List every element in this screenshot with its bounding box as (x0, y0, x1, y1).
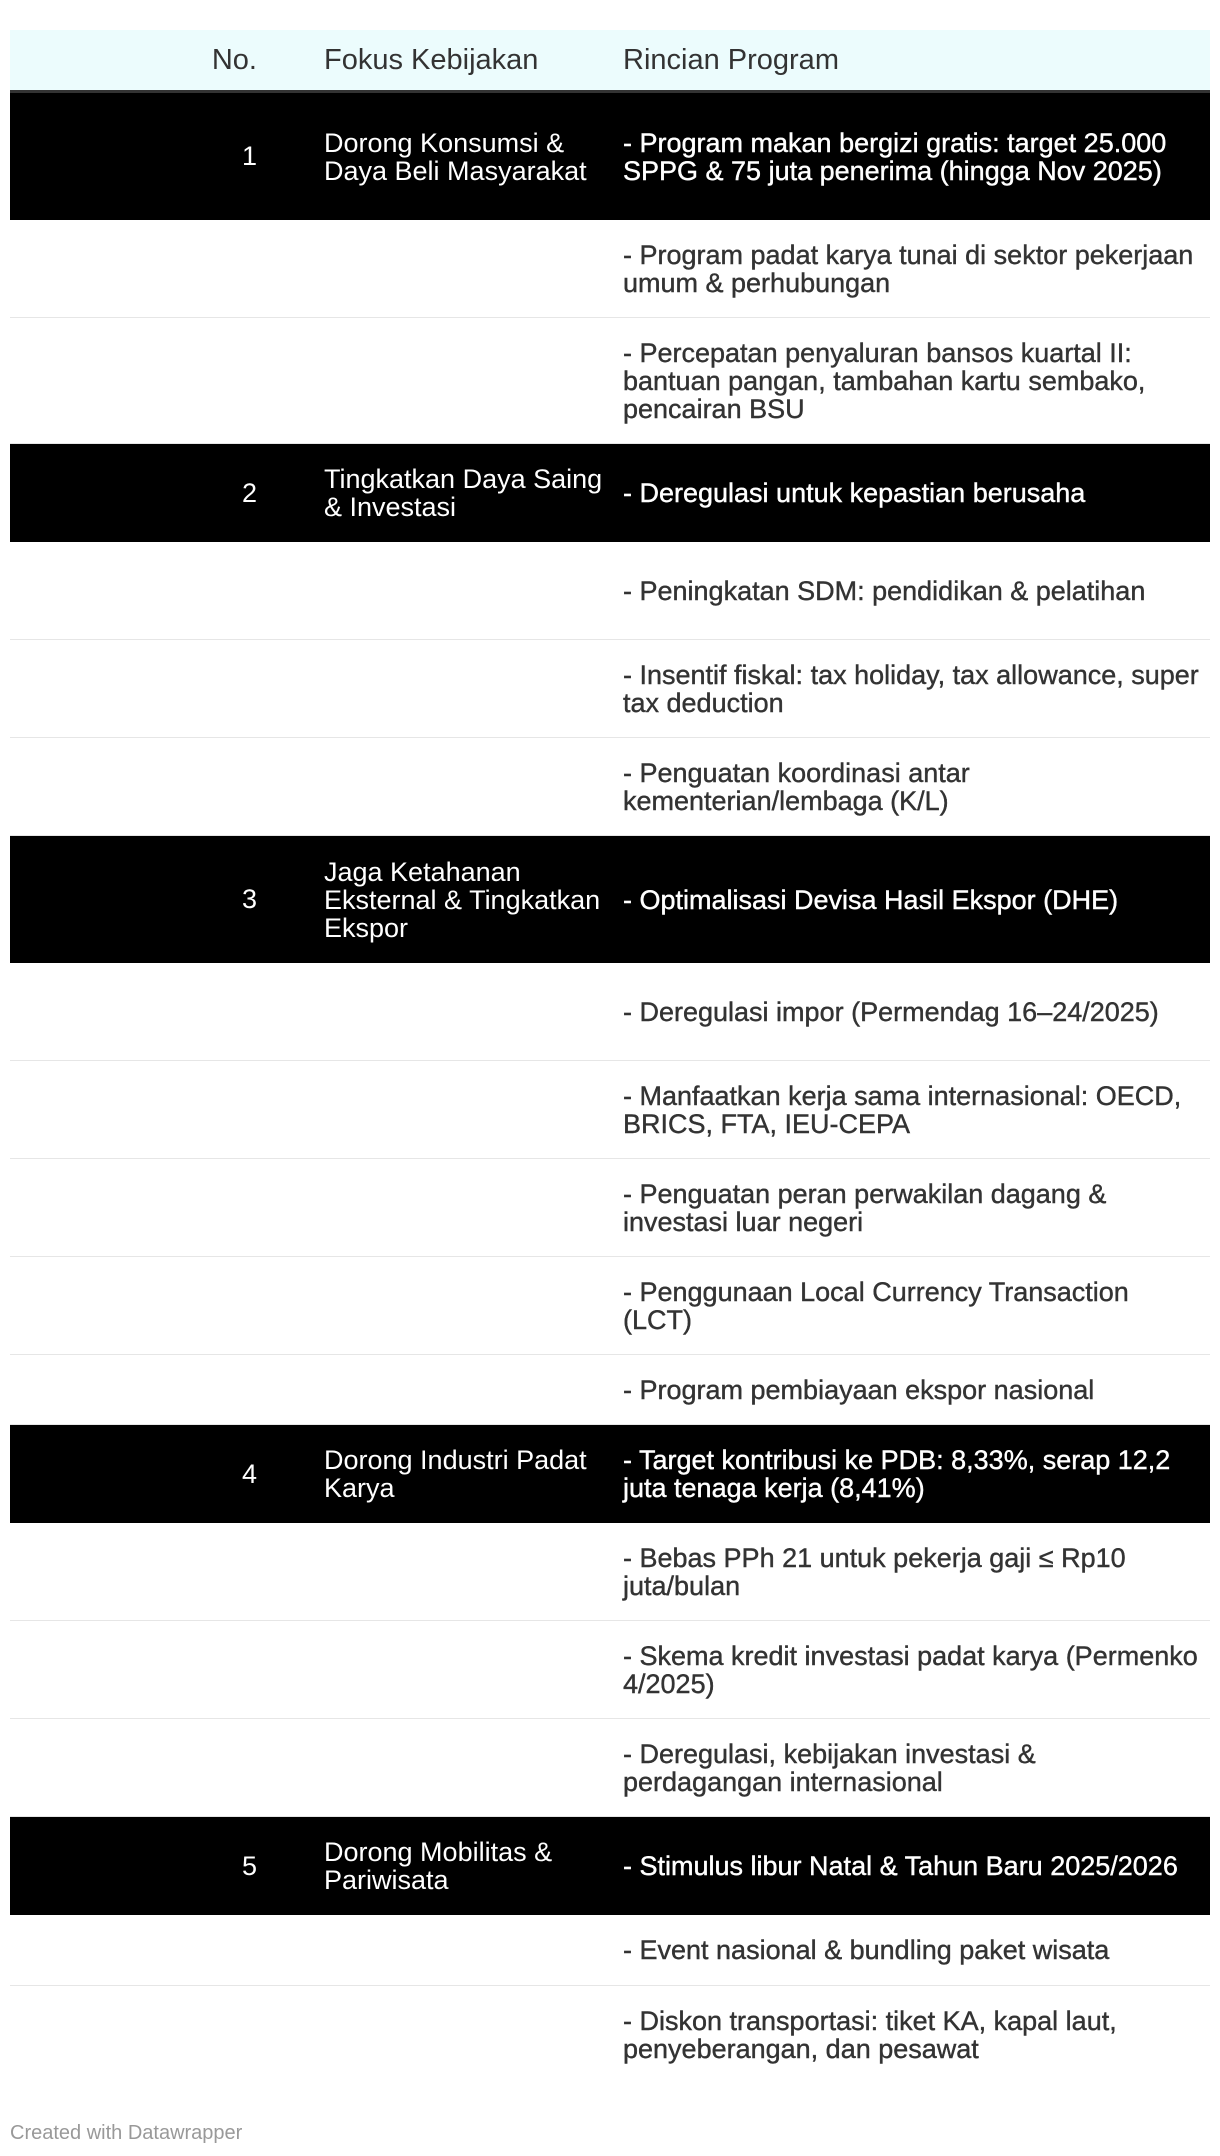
row-program: - Manfaatkan kerja sama internasional: OECD, BRICS, FTA, IEU-CEPA (623, 1080, 1182, 1139)
row-program: - Percepatan penyaluran bansos kuartal II: bantuan pangan, tambahan kartu sembako, pencairan BSU (623, 337, 1146, 424)
row-program: - Penggunaan Local Currency Transaction (LCT) (623, 1276, 1129, 1335)
row-no: 5 (241, 1850, 257, 1881)
row-no: 4 (241, 1458, 257, 1489)
row-focus: Jaga Ketahanan Eksternal & Tingkatkan Ekspor (324, 856, 601, 943)
row-program: - Program makan bergizi gratis: target 25.000 SPPG & 75 juta penerima (hingga Nov 2025) (623, 127, 1167, 186)
table-row (10, 444, 1210, 542)
row-program: - Deregulasi, kebijakan investasi & perdagangan internasional (623, 1738, 1036, 1797)
row-program: - Optimalisasi Devisa Hasil Ekspor (DHE) (623, 884, 1119, 915)
row-no: 1 (241, 141, 257, 171)
row-program: - Penguatan koordinasi antar kementerian/lembaga (K/L) (623, 757, 970, 816)
row-program: - Program pembiayaan ekspor nasional (623, 1374, 1095, 1405)
row-program: - Bebas PPh 21 untuk pekerja gaji ≤ Rp10 juta/bulan (623, 1542, 1126, 1601)
footer-credit[interactable]: Created with Datawrapper (10, 2122, 243, 2144)
row-program: - Insentif fiskal: tax holiday, tax allowance, super tax deduction (623, 659, 1199, 718)
row-program: - Peningkatan SDM: pendidikan & pelatihan (623, 575, 1146, 606)
row-program: - Program padat karya tunai di sektor pekerjaan umum & perhubungan (623, 239, 1194, 298)
row-no: 3 (241, 884, 257, 914)
table-header (10, 30, 1210, 93)
table-row (10, 1817, 1210, 1915)
row-program: - Deregulasi untuk kepastian berusaha (623, 478, 1086, 508)
table-row (10, 1621, 1210, 1719)
header-program[interactable]: Rincian Program (623, 43, 839, 76)
row-program: - Deregulasi impor (Permendag 16–24/2025) (623, 996, 1159, 1027)
table-row (10, 1719, 1210, 1817)
row-focus: Dorong Industri Padat Karya (324, 1445, 587, 1503)
row-no: 2 (241, 477, 257, 508)
table-row (10, 1986, 1210, 2084)
table-row (10, 836, 1210, 963)
row-program: - Target kontribusi ke PDB: 8,33%, serap 12,2 juta tenaga kerja (8,41%) (623, 1445, 1171, 1503)
table-row (10, 1425, 1210, 1523)
table-row (10, 1355, 1210, 1425)
header-focus[interactable]: Fokus Kebijakan (324, 43, 539, 76)
table-row (10, 640, 1210, 738)
table-row (10, 738, 1210, 836)
table-row (10, 318, 1210, 444)
table-row (10, 1915, 1210, 1986)
table-row (10, 963, 1210, 1061)
header-no[interactable]: No. (211, 43, 257, 76)
table-row (10, 93, 1210, 220)
table-row (10, 220, 1210, 318)
row-focus: Tingkatkan Daya Saing & Investasi (324, 464, 603, 522)
row-program: - Event nasional & bundling paket wisata (623, 1935, 1110, 1965)
row-program: - Diskon transportasi: tiket KA, kapal laut, penyeberangan, dan pesawat (623, 2006, 1117, 2064)
table-row (10, 1257, 1210, 1355)
row-program: - Penguatan peran perwakilan dagang & investasi luar negeri (623, 1178, 1107, 1237)
table-row (10, 542, 1210, 640)
table-row (10, 1159, 1210, 1257)
policy-table (10, 30, 1210, 2084)
table-row (10, 1061, 1210, 1159)
row-program: - Skema kredit investasi padat karya (Permenko 4/2025) (623, 1640, 1198, 1699)
row-program: - Stimulus libur Natal & Tahun Baru 2025/2026 (623, 1851, 1178, 1881)
row-focus: Dorong Mobilitas & Pariwisata (324, 1837, 553, 1895)
table-row (10, 1523, 1210, 1621)
row-focus: Dorong Konsumsi & Daya Beli Masyarakat (324, 127, 587, 186)
